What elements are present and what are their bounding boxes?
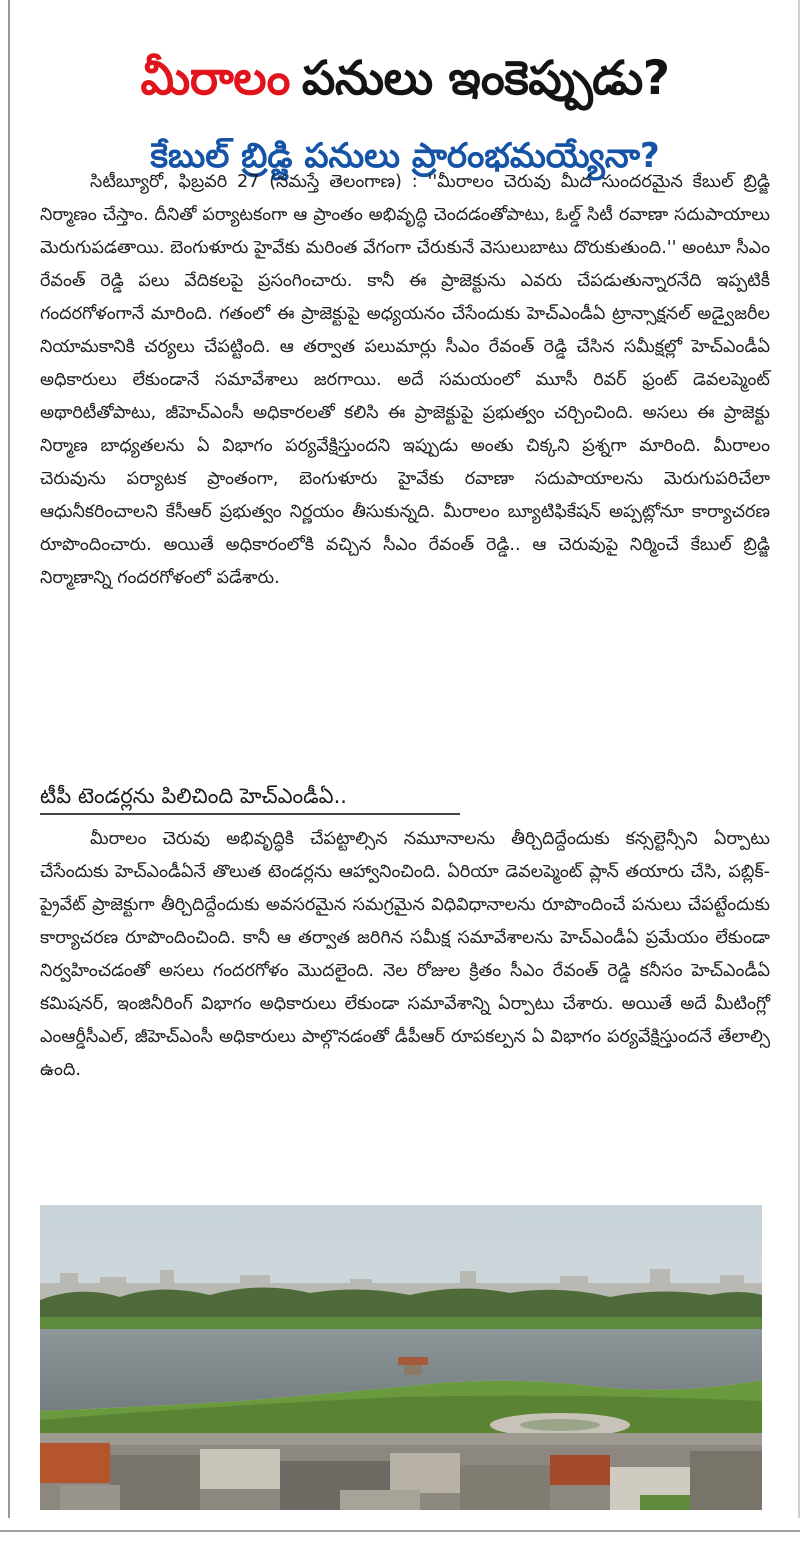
subheadline: కేబుల్ బ్రిడ్జి పనులు ప్రారంభమయ్యేనా? — [150, 136, 660, 177]
article-paragraph-1: సిటీబ్యూరో, ఫిబ్రవరి 27 (నమస్తే తెలంగాణ) : ''మీరాలం చెరువు మీద సుందరమైన కేబుల్ బ్రిడ్జి నిర్మాణం చేస్తాం. దీనితో పర్యాటకంగా ఆ ప్రాంతం అభివృద్ధి చెందడంతోపాటు, ఓల్డ్ సిటీ రవాణా సదుపాయాలు మెరుగుపడతాయి. బెంగుళూరు హైవేకు మరింత వేగంగా చేరుకునే వెసులుబాటు దొరుకుతుంది.'' అంటూ సీఎం రేవంత్ రెడ్డి పలు వేదికలపై ప్రసంగించారు. కానీ ఈ ప్రాజెక్టును ఎవరు చేపడుతున్నారనేది ఇప్పటికీ గందరగోళంగానే మారింది. గతంలో ఈ ప్రాజెక్టుపై అధ్యయనం చేసేందుకు హెచ్ఎండీఏ ట్రాన్సాక్షనల్ అడ్వైజరీల నియామకానికి చర్యలు చేపట్టింది. ఆ తర్వాత పలుమార్లు సీఎం రేవంత్ రెడ్డి చేసిన సమీక్షల్లో హెచ్ఎండీఏ అధికారులు లేకుండానే సమావేశాలు జరగాయి. అదే సమయంలో మూసీ రివర్ ఫ్రంట్ డెవలప్మెంట్ అథారిటీతోపాటు, జీహెచ్ఎంసీ అధికారలతో కలిసి ఈ ప్రాజెక్టుపై ప్రభుత్వం చర్చించింది. అసలు ఈ ప్రాజెక్టు నిర్మాణ బాధ్యతలను ఏ విభాగం పర్యవేక్షిస్తుందని ఇప్పుడు అంతు చిక్కని ప్రశ్నగా మారింది. మీరాలం చెరువును పర్యాటక ప్రాంతంగా, బెంగుళూరు హైవేకు రవాణా సదుపాయాలను మెరుగుపరిచేలా ఆధునీకరించాలని కేసీఆర్ ప్రభుత్వం నిర్ణయం తీసుకున్నది. మీరాలం బ్యూటిఫికేషన్ అప్పట్లోనూ కార్యాచరణ రూపొందించారు. అయితే అధికారంలోకి వచ్చిన సీఎం రేవంత్ రెడ్డి.. ఆ చెరువుపై నిర్మించే కేబుల్ బ్రిడ్జి నిర్మాణాన్ని గందరగోళంలో పడేశారు. — [40, 172, 770, 588]
left-column-rule — [8, 0, 10, 1518]
section-heading-underline — [40, 813, 460, 815]
headline-rest: పనులు ఇంకెప్పుడు? — [301, 51, 670, 107]
headline-highlight: మీరాలం — [140, 51, 290, 107]
section-heading: టీపీ టెండర్లను పిలిచింది హెచ్ఎండీఏ.. — [40, 784, 347, 808]
lake-photo — [40, 1205, 762, 1510]
headline — [40, 49, 770, 119]
article-paragraph-2: మీరాలం చెరువు అభివృద్ధికి చేపట్టాల్సిన నమూనాలను తీర్చిదిద్దేందుకు కన్సల్టెన్సీని ఏర్పాటు చేసేందుకు హెచ్ఎండీఏనే తొలుత టెండర్లను ఆహ్వానించింది. ఏరియా డెవలప్మెంట్ ప్లాన్ తయారు చేసి, పబ్లిక్-ప్రైవేట్ ప్రాజెక్టుగా తీర్చిదిద్దేందుకు అవసరమైన సమగ్రమైన విధివిధానాలను రూపొందించే పనులు చేపట్టేందుకు కార్యాచరణ రూపొందించింది. కానీ ఆ తర్వాత జరిగిన సమీక్ష సమావేశాలను హెచ్ఎండీఏ ప్రమేయం లేకుండా నిర్వహించడంతో అసలు గందరగోళం మొదలైంది. నెల రోజుల క్రితం సీఎం రేవంత్ రెడ్డి కనీసం హెచ్ఎండీఏ కమిషనర్, ఇంజినీరింగ్ విభాగం అధికారులు లేకుండా సమావేశాన్ని ఏర్పాటు చేశారు. అయితే అదే మీటింగ్లో ఎంఆర్డీసీఎల్, జీహెచ్ఎంసీ అధికారులు పాల్గొనడంతో డీపీఆర్ రూపకల్పన ఏ విభాగం పర్యవేక్షిస్తుందనే తేలాల్సి ఉంది. — [40, 829, 770, 1080]
bottom-rule — [0, 1530, 800, 1532]
